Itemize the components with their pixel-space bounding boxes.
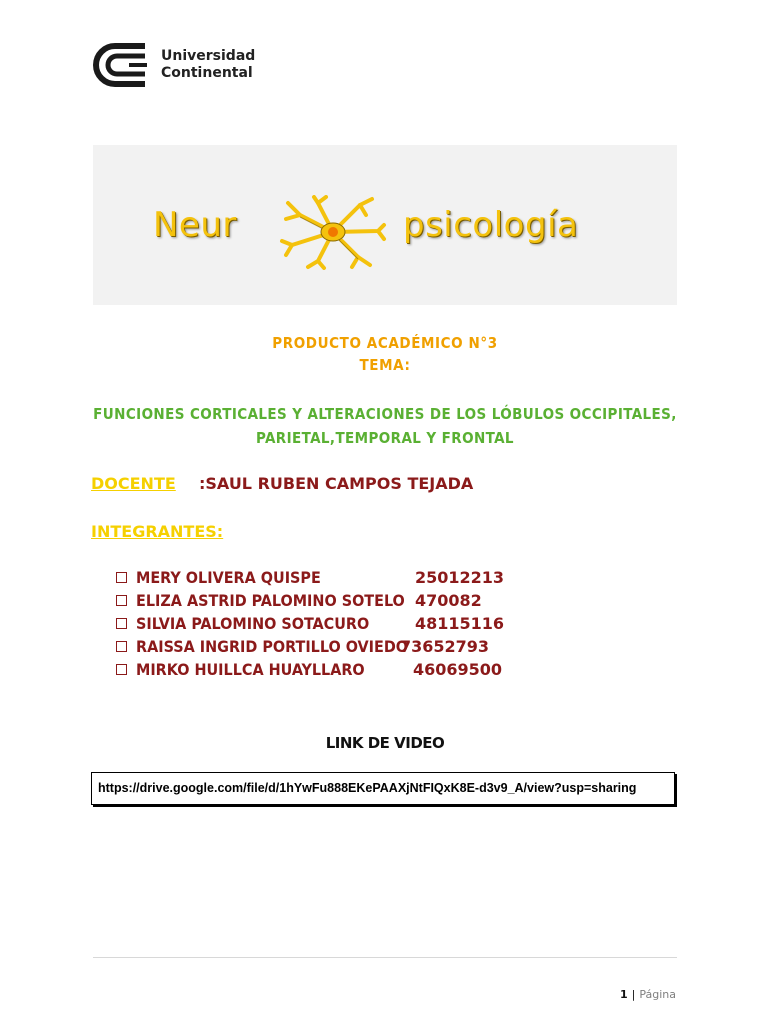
list-item	[116, 590, 536, 613]
list-item	[116, 567, 536, 590]
product-title: PRODUCTO ACADÉMICO N°3	[272, 334, 498, 352]
tema-label: TEMA:	[359, 356, 411, 374]
video-link-url[interactable]: https://drive.google.com/file/d/1hYwFu888EKePAAXjNtFIQxK8E-d3v9_A/view?usp=sharing	[98, 781, 637, 795]
docente-row	[91, 474, 473, 493]
banner-text-left: Neur	[153, 205, 237, 245]
continental-logo-icon	[93, 42, 153, 88]
integrantes-label: INTEGRANTES:	[91, 522, 224, 541]
member-code: 46069500	[413, 660, 503, 679]
neuron-icon	[278, 195, 388, 270]
page-number: 1	[619, 988, 628, 1001]
video-link-title: LINK DE VIDEO	[325, 734, 445, 752]
member-name: RAISSA INGRID PORTILLO OVIEDO	[136, 637, 409, 656]
member-code: 73652793	[400, 637, 490, 656]
list-item	[116, 636, 536, 659]
neuropsicologia-banner	[93, 145, 677, 305]
topic-title	[93, 402, 677, 450]
checkbox-icon	[116, 641, 127, 652]
university-name-line2: Continental	[161, 65, 253, 81]
docente-name: :SAUL RUBEN CAMPOS TEJADA	[199, 474, 474, 493]
university-name	[161, 48, 255, 82]
member-code: 470082	[415, 591, 482, 610]
footer-divider	[93, 957, 677, 958]
members-list	[116, 567, 536, 682]
page-footer	[620, 988, 676, 1001]
page-label: Página	[639, 988, 676, 1001]
checkbox-icon	[116, 618, 127, 629]
docente-label: DOCENTE	[91, 474, 176, 493]
list-item	[116, 613, 536, 636]
checkbox-icon	[116, 664, 127, 675]
checkbox-icon	[116, 595, 127, 606]
member-name: MERY OLIVERA QUISPE	[136, 568, 321, 587]
topic-title-line1: FUNCIONES CORTICALES Y ALTERACIONES DE LOS LÓBULOS OCCIPITALES,	[93, 405, 677, 423]
member-name: MIRKO HUILLCA HUAYLLARO	[136, 660, 365, 679]
university-logo	[93, 42, 263, 88]
video-link-box[interactable]	[91, 772, 675, 805]
list-item	[116, 659, 536, 682]
banner-text-right: psicología	[403, 205, 579, 245]
member-name: SILVIA PALOMINO SOTACURO	[136, 614, 370, 633]
checkbox-icon	[116, 572, 127, 583]
topic-title-line2: PARIETAL,TEMPORAL Y FRONTAL	[256, 429, 514, 447]
footer-separator: |	[631, 988, 636, 1001]
university-name-line1: Universidad	[161, 48, 256, 64]
member-code: 25012213	[415, 568, 505, 587]
member-name: ELIZA ASTRID PALOMINO SOTELO	[136, 591, 405, 610]
member-code: 48115116	[415, 614, 505, 633]
